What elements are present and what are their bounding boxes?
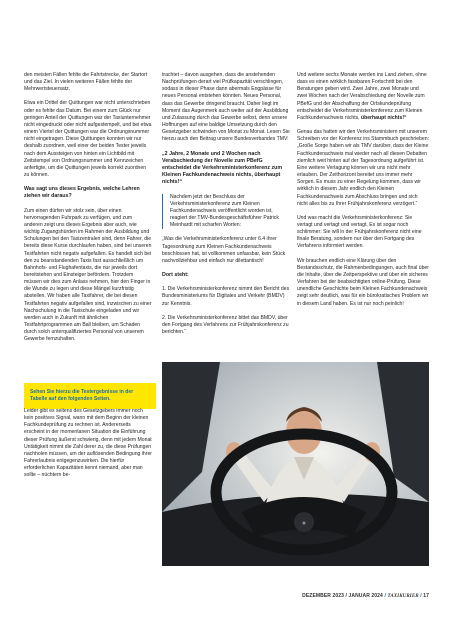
paragraph: Etwa ein Drittel der Quittungen war nicht unterschrieben oder es fehlte das Datum. Bei einem zum Glück nur geringen Anteil der Quittungen war der Taxiunternehmer nicht eingedruckt oder nicht aufgestempelt, und bei etwa einem Viertel der Quittungen war die Ordnungsnummer nicht eingetragen. Diese Quittungen konnten wir nur deshalb zuordnen, weil einer der beiden Tester jeweils nach dem Aussteigen von hinten ein Lichtbild mit Zeitstempel von Ordnungsnummer und Kennzeichen anfertigte, um die Quittungen jeweils korrekt zuordnen zu können.	[24, 100, 152, 179]
column-middle	[162, 72, 290, 343]
paragraph: Genau das hatten wir den Verkehrsministern mit unserem Schreiben vor der Konferenz ins Stammbuch geschrieben: „Große Sorge haben wir als TMV darüber, dass der Kleine Fachkundenachweis mal wieder nach all diesen Debatten ziemlich weit hinten auf der Tagesordnung aufgeführt ist. Eine weitere Vertagung können wir uns nicht mehr erlauben. Der Zeithorizont bereitet uns immer mehr Sorgen. Es muss zu einer Regelung kommen, dass wir wirklich in diesem Jahr endlich den Kleinen Fachkundenachweis zum Abschluss bringen und sich nicht alles bis zu Ihrer Frühjahrskonferenz verzögert.“	[297, 129, 429, 207]
paragraph-text: Und weitere sechs Monate werden ins Land ziehen, ohne dass es einen wirklich fassbaren Fortschritt bei den Beratungen geben wird. Zwei Jahre, zwei Monate und zwei Wochen nach der Verabschiedung der Novelle zum PBefG und der Abschaffung der Ortskundeprüfung entscheidet die Verkehrsministerkonferenz zum Kleinen Fachkundenachweis nichts,	[297, 72, 427, 121]
paragraph: Zum einen dürfen wir stolz sein, über einen hervorragenden Fuhrpark zu verfügen, und zum anderen zeigt uns dieses Ergebnis aber auch, wie wichtig Zugangshürden im Rahmen der Ausbildung und Schulungen bei den Taxizentralen sind, denn Fahrer, die bereits diese Kurse durchlaufen haben, sind bei unseren Testfahrten nicht negativ aufgefallen. Es handelt sich bei den zu beanstandenden Taxis fast ausschließlich um Bahnhofs- und Flughafentaxis, die nur jeweils dort bereitstehen und Einsteiger befördern. Trotzdem müssen wir dies zum Anlass nehmen, hier den Finger in die Wunde zu legen und diese Mängel kurzfristig abstellen. Wir haben alle Taxifahrer, die bei diesen Testfahrten negativ aufgefallen sind, inzwischen zu einer Nachschulung in die Taxischule eingeladen und wir werden auch in Zukunft mit ähnlichen Testfahrtprogrammen am Ball bleiben, um Schaden durch solch unterqualifiziertes Personal von unserem Gewerbe fernzuhalten.	[24, 207, 152, 343]
paragraph: Und was macht die Verkehrsministerkonferenz: Sie vertagt und vertagt und vertagt. Es ist sogar noch schlimmer: Sie will in der Frühjahrskonferenz nicht eine finale Beratung, sondern nur über den Fortgang des Verfahrens informiert werden.	[297, 214, 422, 250]
driver-photo	[162, 362, 429, 566]
list-item: 2. Die Verkehrsministerkonferenz bittet das BMDV, über den Fortgang des Verfahrens zur Frühjahrskonferenz zu berichten.“	[162, 314, 289, 335]
page-number: 17	[423, 593, 429, 599]
paragraph: trachtet – davon ausgehen, dass die anstehenden Nachprüfungen derart viel Prüfkapazität verschlingen, sodass in dieser Phase dann abermals Engpässe für neues Personal entstehen könnten. Neues Personal, dass das Gewerbe dringend braucht. Daher liegt im Moment das Augenmerk auch weiter auf der Ausbildung und Zulassung durch das Gewerbe selbst, denn unsere Hoffnungen auf eine baldige Umsetzung durch den Gesetzgeber schwinden von Monat zu Monat. Lesen Sie hierzu auch den Beitrag unsere Bundesverbandes TMV:	[162, 72, 290, 143]
quote-headline: „2 Jahre, 2 Monate und 2 Wochen nach Verabschiedung der Novelle zum PBefG entscheidet die Verkehrsministerkonferenz zum Kleinen Fachkundenachweis nichts, überhaupt nichts!“	[162, 150, 283, 186]
paragraph: den meisten Fällen fehlte die Fahrtstrecke, der Startort und das Ziel. In vielen weiteren Fällen fehlte der Mehrwertsteuersatz.	[24, 72, 148, 93]
paragraph: Nachdem jetzt der Beschluss der Verkehrsministerkonferenz zum Kleinen Fachkundenachweis veröffentlicht worden ist, reagiert der TMV-Bundesgeschäftsführer Patrick Meinhardt mit scharfen Worten:	[170, 193, 279, 229]
highlight-caption: Sehen Sie hierzu die Testergebnisse in der Tabelle auf den folgenden Seiten.	[24, 383, 156, 409]
issue-date: DEZEMBER 2023 / JANUAR 2024	[302, 593, 383, 599]
magazine-brand: TAXIKURIER	[387, 594, 419, 599]
section-heading: Dort steht:	[162, 271, 189, 278]
svg-text:●: ●	[301, 520, 307, 527]
agenda-list	[162, 286, 290, 336]
separator: /	[384, 593, 386, 599]
column-right	[297, 72, 429, 315]
paragraph	[297, 72, 429, 122]
driver-illustration	[162, 362, 429, 566]
page-footer	[302, 593, 429, 599]
separator: /	[420, 593, 422, 599]
section-heading: Was sagt uns dieses Ergebnis, welche Lehren ziehen wir daraus?	[24, 186, 140, 200]
list-item: 1. Die Verkehrsministerkonferenz nimmt den Bericht des Bundesministeriums für Digitales und Verkehr (BMDV) zur Kenntnis.	[162, 286, 290, 307]
paragraph: Wir brauchen endlich eine Klärung über den Bestandsschutz, die Rahmenbedingungen, auch final über die Inhalte, über die Zeitperspektive und über ein sicheres Verfahren bei der beabsichtigten online-Prüfung. Diese unendliche Geschichte beim Kleinen Fachkundenachweis zeigt sehr deutlich, was für ein bürokratisches Problem wir in diesem Land haben. Es ist nur noch peinlich!	[297, 257, 429, 307]
paragraph: „Was die Verkehrsministerkonferenz unter 6.4 ihrer Tagesordnung zum Kleinen Fachkundenachweis beschlossen hat, ist vollkommen unfassbar, kein Stück nachvollziehbar und einfach nur dilettantisch!	[162, 236, 286, 264]
emphasis-text: überhaupt nichts!“	[361, 114, 407, 121]
column-left-continuation	[24, 408, 152, 480]
paragraph: Leider gibt es seitens des Gesetzgebers immer noch kein positives Signal, wann mit dem Beginn der kleinen Fachkundeprüfung zu rechnen ist. Andererseits erscheint in der momentanen Situation die Einführung dieser Prüfung äußerst schwierig, denn mit jedem Monat Untätigkeit nimmt die Zahl derer zu, die diese Prüfungen nachholen müssen, um der auflösenden Bedingung ihrer Fahrerlaubnis entgegenzuwirken. Die hierfür erforderlichen Kapazitäten kennt niemand, aber man sollte – nüchtern be-	[24, 408, 152, 479]
column-left	[24, 72, 152, 351]
quote-block	[162, 194, 290, 230]
